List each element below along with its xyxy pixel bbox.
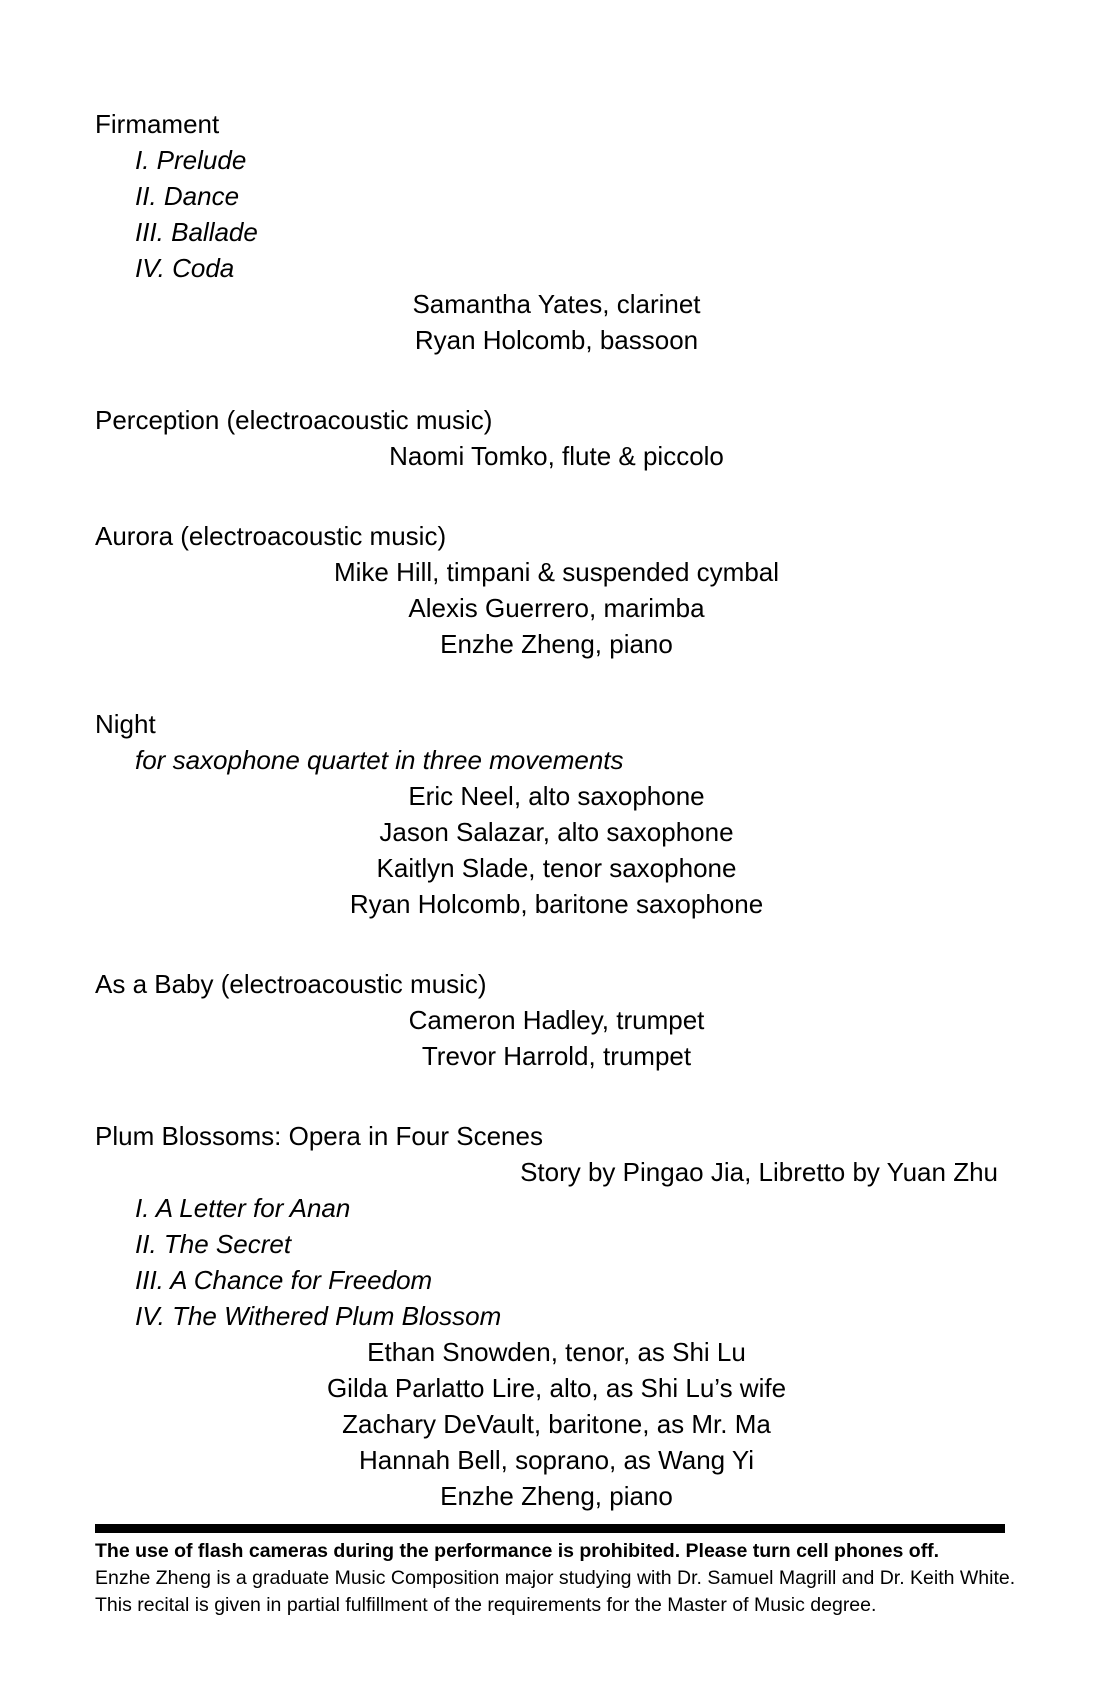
- story-libretto-credit: Story by Pingao Jia, Libretto by Yuan Zhu: [520, 1157, 998, 1187]
- piece-title: Firmament: [95, 109, 220, 139]
- performer-line: Ryan Holcomb, bassoon: [414, 325, 699, 355]
- flash-camera-notice: The use of flash cameras during the performance is prohibited. Please turn cell phones off.: [95, 1540, 940, 1562]
- performer-line: Cameron Hadley, trumpet: [408, 1005, 705, 1035]
- student-bio-note: Enzhe Zheng is a graduate Music Composition major studying with Dr. Samuel Magrill and Dr. Keith White.: [95, 1567, 1016, 1589]
- divider-rule: [95, 1524, 1005, 1533]
- piece-title: Aurora (electroacoustic music): [95, 521, 447, 551]
- performer-line: Hannah Bell, soprano, as Wang Yi: [358, 1445, 755, 1475]
- performer-line: Alexis Guerrero, marimba: [408, 593, 705, 623]
- movement-line: III. A Chance for Freedom: [135, 1265, 433, 1295]
- performer-line: Samantha Yates, clarinet: [412, 289, 701, 319]
- piece-firmament: [95, 106, 1018, 358]
- movement-line: IV. Coda: [135, 253, 235, 283]
- performer-line: Trevor Harrold, trumpet: [421, 1041, 692, 1071]
- piece-title: Perception (electroacoustic music): [95, 405, 493, 435]
- performer-line: Enzhe Zheng, piano: [440, 1481, 673, 1511]
- piece-plum-blossoms: [95, 1118, 1018, 1514]
- piece-perception: [95, 402, 1018, 474]
- piece-title: Plum Blossoms: Opera in Four Scenes: [95, 1121, 543, 1151]
- movement-line: III. Ballade: [135, 217, 258, 247]
- performer-line: Naomi Tomko, flute & piccolo: [389, 441, 724, 471]
- performer-line: Mike Hill, timpani & suspended cymbal: [333, 557, 780, 587]
- movement-line: I. A Letter for Anan: [135, 1193, 351, 1223]
- performer-line: Ethan Snowden, tenor, as Shi Lu: [367, 1337, 746, 1367]
- piece-subtitle: for saxophone quartet in three movements: [135, 745, 624, 775]
- degree-requirement-note: This recital is given in partial fulfillment of the requirements for the Master of Music degree.: [95, 1594, 877, 1616]
- movement-line: IV. The Withered Plum Blossom: [135, 1301, 502, 1331]
- footer-notes: [95, 1538, 1018, 1619]
- performer-line: Ryan Holcomb, baritone saxophone: [349, 889, 764, 919]
- performer-line: Gilda Parlatto Lire, alto, as Shi Lu’s wife: [326, 1373, 787, 1403]
- movement-line: I. Prelude: [135, 145, 247, 175]
- piece-title: As a Baby (electroacoustic music): [95, 969, 487, 999]
- performer-line: Kaitlyn Slade, tenor saxophone: [376, 853, 737, 883]
- piece-title: Night: [95, 709, 156, 739]
- performer-line: Zachary DeVault, baritone, as Mr. Ma: [342, 1409, 771, 1439]
- performer-line: Jason Salazar, alto saxophone: [379, 817, 734, 847]
- piece-aurora: [95, 518, 1018, 662]
- piece-night: [95, 706, 1018, 922]
- movement-line: II. The Secret: [135, 1229, 292, 1259]
- performer-line: Enzhe Zheng, piano: [440, 629, 673, 659]
- movement-line: II. Dance: [135, 181, 240, 211]
- piece-as-a-baby: [95, 966, 1018, 1074]
- performer-line: Eric Neel, alto saxophone: [408, 781, 705, 811]
